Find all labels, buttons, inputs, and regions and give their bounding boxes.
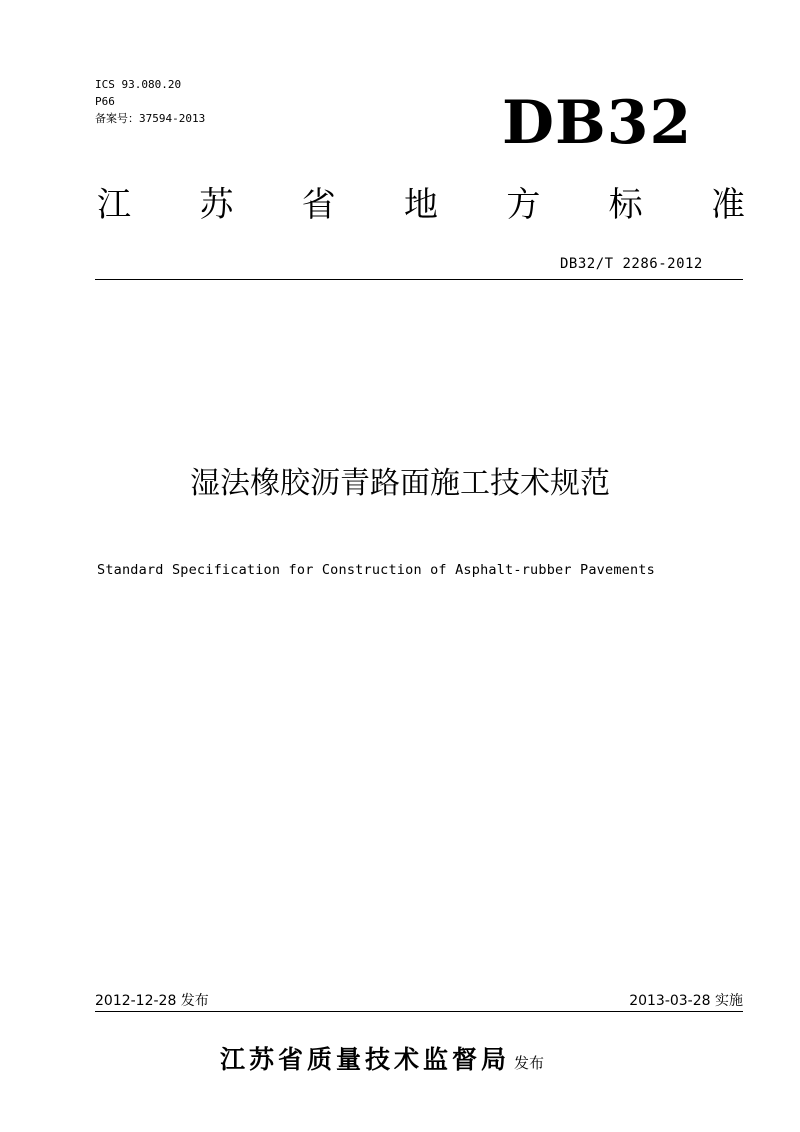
issuer-name: 江苏省质量技术监督局	[220, 1045, 511, 1074]
standard-type-char: 方	[506, 185, 541, 225]
ics-code: ICS 93.080.20	[95, 78, 182, 91]
standard-type-char: 准	[710, 185, 745, 225]
standard-type-char: 江	[97, 185, 131, 225]
standard-type-char: 省	[301, 185, 336, 225]
standard-type-heading	[97, 182, 745, 228]
db-code-logo: DB32	[502, 88, 693, 158]
bottom-divider	[95, 1011, 743, 1012]
standard-type-char: 标	[608, 185, 643, 225]
standard-type-char: 苏	[199, 185, 234, 225]
issuer	[220, 1040, 544, 1076]
record-number: 备案号：37594-2013	[95, 112, 206, 125]
document-title-en: Standard Specification for Construction of Asphalt-rubber Pavements	[97, 562, 655, 578]
standard-type-char: 地	[403, 185, 438, 225]
top-divider	[95, 279, 743, 280]
document-title-cn: 湿法橡胶沥青路面施工技术规范	[190, 466, 610, 501]
implement-date: 2013-03-28 实施	[629, 993, 743, 1009]
publish-date: 2012-12-28 发布	[95, 993, 209, 1009]
classification-code: P66	[95, 95, 115, 108]
standard-number: DB32/T 2286-2012	[560, 256, 703, 272]
issuer-suffix: 发布	[514, 1054, 545, 1072]
